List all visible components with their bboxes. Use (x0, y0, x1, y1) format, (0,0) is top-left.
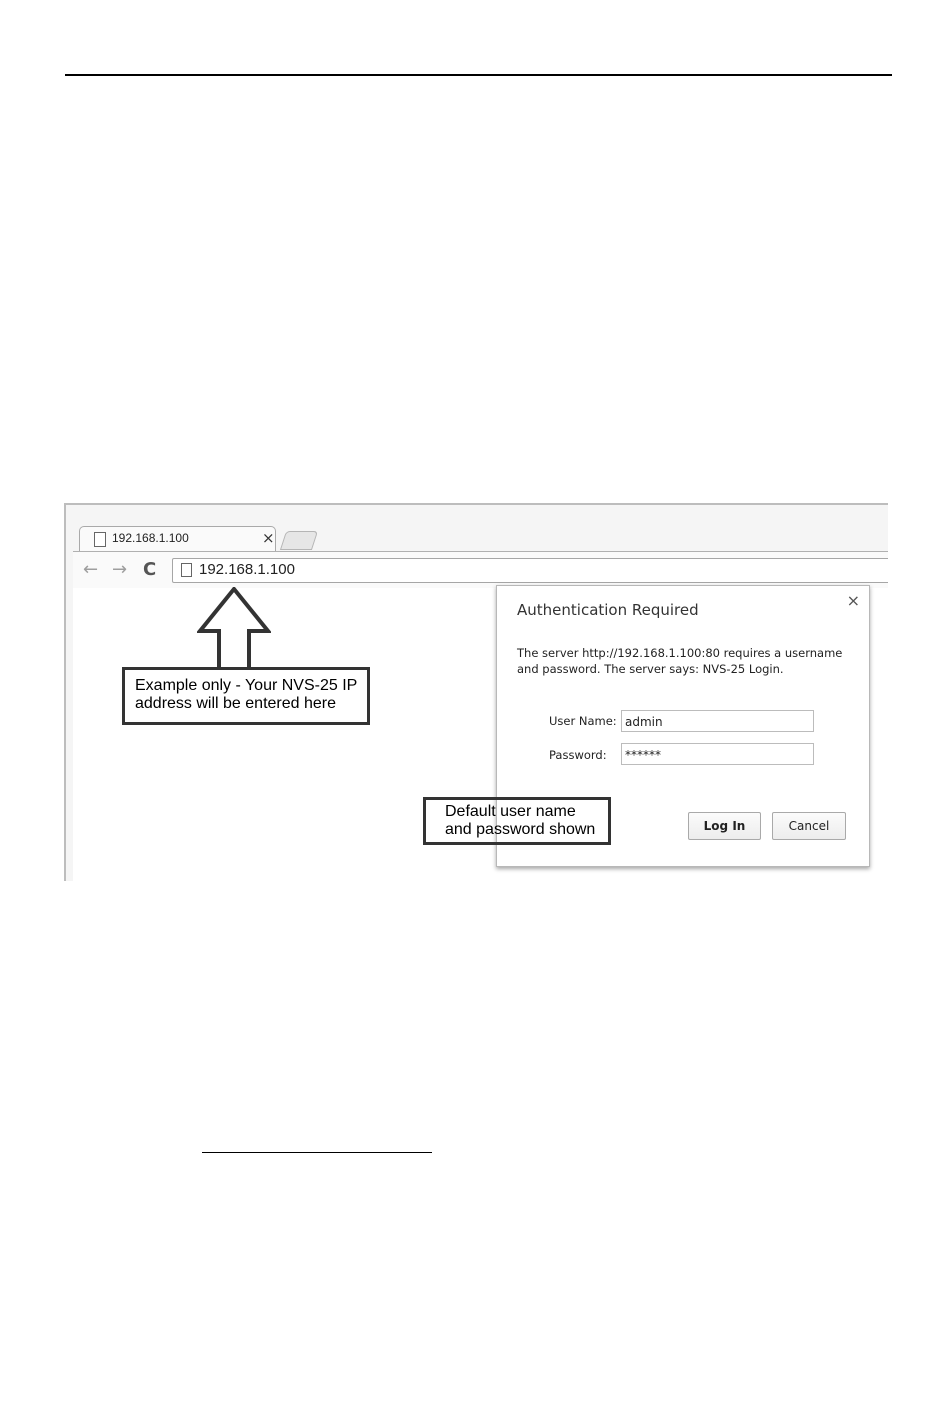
default-callout-line1: Default user name (445, 803, 576, 820)
ip-callout (122, 667, 370, 725)
browser-tab[interactable] (79, 526, 276, 553)
reload-icon[interactable]: C (143, 559, 157, 580)
dialog-message: The server http://192.168.1.100:80 requires a username and password. The server says: NVS-25 Login. (517, 646, 843, 676)
dialog-title: Authentication Required (517, 601, 699, 619)
dialog-close-icon[interactable]: × (846, 591, 860, 610)
address-bar-text: 192.168.1.100 (199, 561, 295, 578)
tab-close-icon[interactable]: × (262, 529, 275, 547)
cancel-button[interactable]: Cancel (772, 812, 846, 840)
username-label: User Name: (549, 714, 617, 728)
forward-icon[interactable]: → (112, 559, 128, 580)
ip-callout-line1: Example only - Your NVS-25 IP (135, 677, 358, 694)
ip-callout-line2: address will be entered here (135, 695, 337, 712)
back-icon[interactable]: ← (83, 559, 99, 580)
default-callout-line2: and password shown (445, 821, 596, 838)
page-icon (94, 532, 106, 547)
username-input[interactable]: admin (621, 710, 814, 732)
default-credentials-callout (423, 797, 611, 845)
page-icon (181, 563, 192, 577)
browser-toolbar (73, 551, 888, 589)
login-button[interactable]: Log In (688, 812, 761, 840)
password-label: Password: (549, 748, 607, 762)
up-arrow-icon (197, 587, 271, 671)
bottom-rule (202, 1152, 432, 1153)
address-bar[interactable] (172, 558, 888, 583)
new-tab-button[interactable] (280, 531, 318, 550)
top-rule (65, 74, 892, 76)
password-input[interactable]: ****** (621, 743, 814, 765)
tab-title: 192.168.1.100 (112, 531, 189, 545)
